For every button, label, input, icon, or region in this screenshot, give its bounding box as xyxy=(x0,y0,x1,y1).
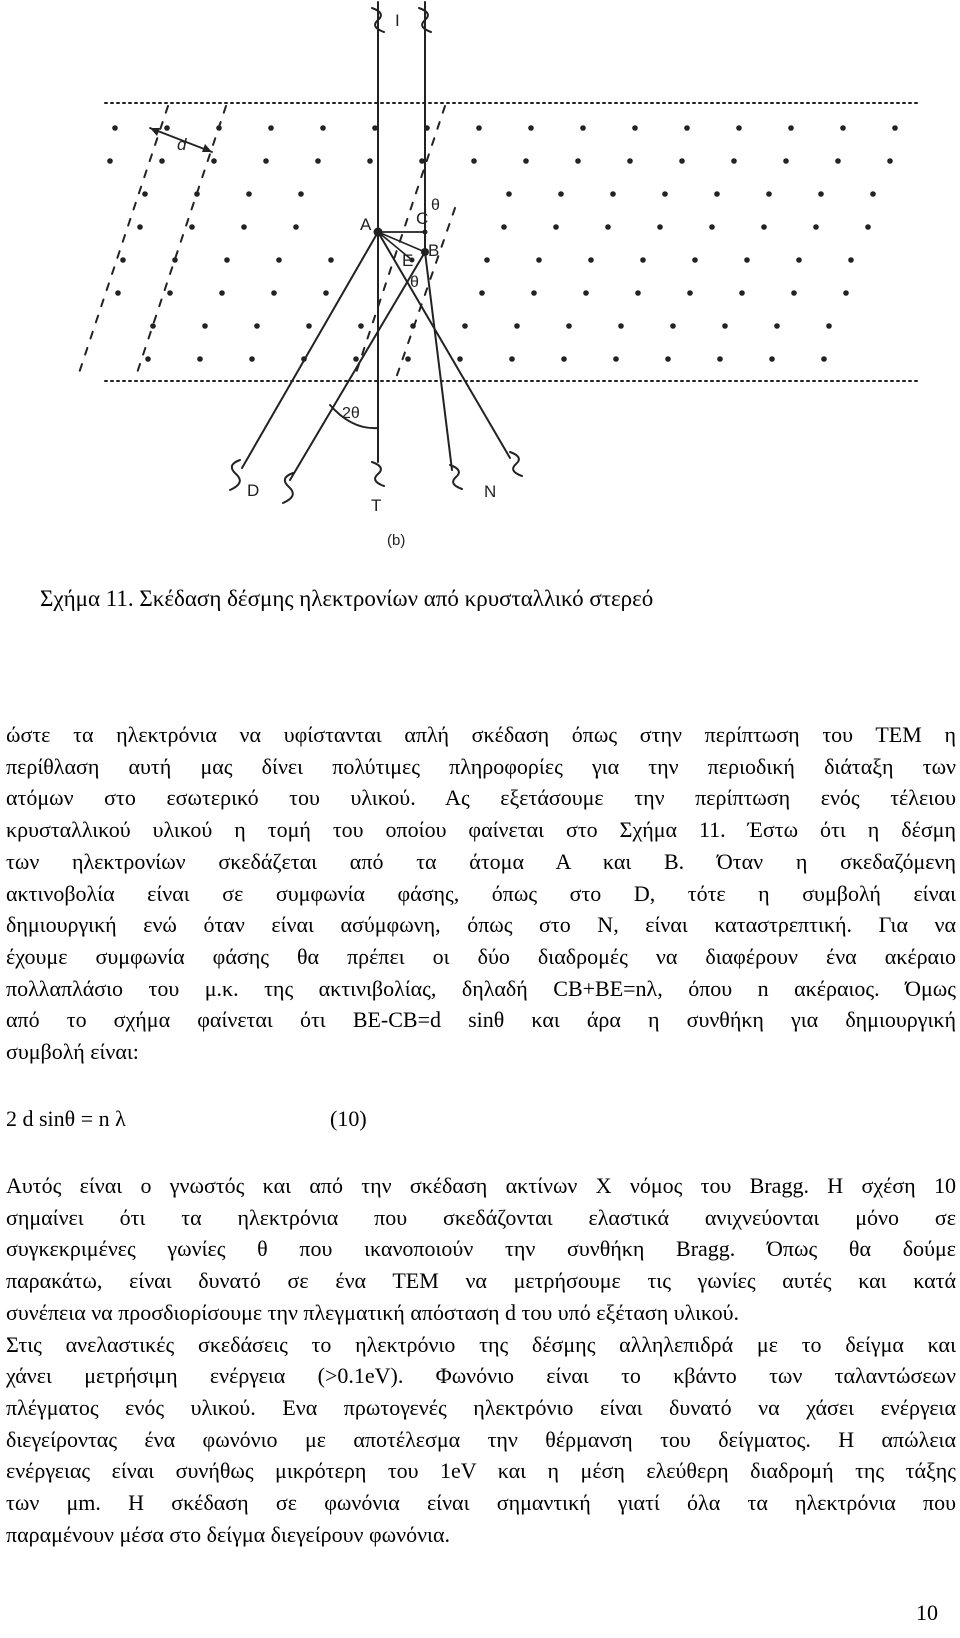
lattice-atom xyxy=(848,257,854,263)
lattice-atom xyxy=(509,356,515,362)
lattice-atom xyxy=(241,224,247,230)
lattice-atom xyxy=(372,125,378,131)
label-d-spacing: d xyxy=(177,135,187,154)
lattice-atom xyxy=(843,290,849,296)
break-mark xyxy=(372,8,384,32)
lattice-atom xyxy=(892,125,898,131)
lattice-atom xyxy=(687,290,693,296)
lattice-atom xyxy=(224,257,230,263)
lattice-atom xyxy=(254,323,260,329)
lattice-atom xyxy=(197,356,203,362)
label-two-theta: 2θ xyxy=(342,405,360,422)
lattice-atom xyxy=(670,323,676,329)
lattice-atom xyxy=(558,191,564,197)
lattice-atom xyxy=(159,158,165,164)
diffracted-beam-b xyxy=(290,252,425,480)
equation-number: (10) xyxy=(330,1106,367,1131)
break-mark xyxy=(510,452,522,476)
text-line: από το σχήμα φαίνεται ότι BE-CB=d sinθ και άρα η συνθήκη για δημιουργική xyxy=(6,1007,956,1033)
lattice-atom xyxy=(298,191,304,197)
lattice-atom xyxy=(840,125,846,131)
label-out-n: N xyxy=(484,482,497,501)
lattice-atom xyxy=(271,290,277,296)
lattice-atom xyxy=(471,158,477,164)
label-out-t: T xyxy=(371,496,382,515)
lattice-atom xyxy=(145,356,151,362)
lattice-atom xyxy=(766,191,772,197)
lattice-atom xyxy=(320,125,326,131)
text-line: χάνει μετρήσιμη ενέργεια (>0.1eV). Φωνόνιο είναι το κβάντο των ταλαντώσεων xyxy=(6,1363,956,1389)
lattice-atom xyxy=(249,356,255,362)
lattice-atom xyxy=(528,125,534,131)
text-line: δημιουργική ενώ όταν είναι ασύμφωνη, όπως στο Ν, είναι καταστρεπτική. Για να xyxy=(6,912,956,938)
lattice-atom xyxy=(566,323,572,329)
lattice-atom xyxy=(731,158,737,164)
lattice-atom xyxy=(769,356,775,362)
paragraph-1 xyxy=(6,719,956,1068)
lattice-atom xyxy=(665,356,671,362)
lattice-atom xyxy=(112,125,118,131)
lattice-atom xyxy=(301,356,307,362)
text-line: σημαίνει ότι τα ηλεκτρόνια που σκεδάζονται ελαστικά ανιχνεύονται μόνο σε xyxy=(6,1204,956,1230)
lattice-atom xyxy=(506,191,512,197)
lattice-atom xyxy=(293,224,299,230)
lattice-atom xyxy=(744,257,750,263)
label-out-d: D xyxy=(247,481,260,500)
lattice-atom xyxy=(358,323,364,329)
label-point-e: E xyxy=(402,251,414,270)
bragg-diagram-svg xyxy=(0,0,960,580)
lattice-atom xyxy=(761,224,767,230)
lattice-atom xyxy=(424,125,430,131)
lattice-atom xyxy=(211,158,217,164)
lattice-atom xyxy=(531,290,537,296)
lattice-atom xyxy=(172,257,178,263)
lattice-atom xyxy=(887,158,893,164)
lattice-atom xyxy=(588,257,594,263)
text-line: πολλαπλάσιο του μ.κ. της ακτινιβολίας, δηλαδή CB+BE=nλ, όπου n ακέραιος. Όμως xyxy=(6,975,956,1001)
lattice-atom xyxy=(501,224,507,230)
text-line: συμβολή είναι: xyxy=(6,1039,139,1065)
lattice-atom xyxy=(479,290,485,296)
lattice-atom xyxy=(714,191,720,197)
text-line: των ηλεκτρονίων σκεδάζεται από τα άτομα Α και Β. Όταν η σκεδαζόμενη xyxy=(6,848,956,874)
text-line: των μm. Η σκέδαση σε φωνόνια είναι σημαντική γιατί όλα τα ηλεκτρόνια που xyxy=(6,1490,956,1516)
lattice-atom xyxy=(353,356,359,362)
lattice-atom xyxy=(739,290,745,296)
text-line: κρυσταλλικού υλικού η τομή του οποίου φαίνεται στο Σχήμα 11. Έστω ότι η δέσμη xyxy=(6,817,956,843)
lattice-atom xyxy=(788,125,794,131)
label-atom-b: B xyxy=(428,241,440,260)
lattice-atom xyxy=(462,323,468,329)
lattice-atom xyxy=(419,158,425,164)
text-line: Αυτός είναι ο γνωστός και από την σκέδαση ακτίνων Χ νόμος του Bragg. Η σχέση 10 xyxy=(6,1173,956,1198)
bragg-equation: 2 d sinθ = n λ xyxy=(6,1106,126,1131)
paragraph-2 xyxy=(6,1170,956,1550)
lattice-atom xyxy=(717,356,723,362)
lattice-atom xyxy=(523,158,529,164)
lattice-atom xyxy=(613,356,619,362)
lattice-atom xyxy=(164,125,170,131)
lattice-atom xyxy=(476,125,482,131)
lattice-atom xyxy=(627,158,633,164)
lattice-atom xyxy=(796,257,802,263)
break-mark xyxy=(230,460,240,490)
lattice-atom xyxy=(306,323,312,329)
lattice-atom xyxy=(813,224,819,230)
lattice-atom xyxy=(120,257,126,263)
lattice-atom xyxy=(709,224,715,230)
text-line: ακτινοβολία είναι σε συμφωνία φάσης, όπως στο D, τότε η συμβολή είναι xyxy=(6,880,956,906)
lattice-atom xyxy=(870,191,876,197)
lattice-atom xyxy=(684,125,690,131)
text-line: συγκεκριμένες γωνίες θ που ικανοποιούν την συνθήκη Bragg. Όπως θα δούμε xyxy=(6,1236,956,1262)
lattice-atom xyxy=(553,224,559,230)
lattice-atom xyxy=(410,323,416,329)
d-arrowhead xyxy=(150,128,160,136)
lattice-atom xyxy=(736,125,742,131)
break-mark xyxy=(372,462,384,486)
label-panel: (b) xyxy=(387,532,406,549)
lattice-atom xyxy=(640,257,646,263)
lattice-atom xyxy=(722,323,728,329)
lattice-atom xyxy=(457,356,463,362)
lattice-atom xyxy=(662,191,668,197)
lattice-atom xyxy=(865,224,871,230)
lattice-atom xyxy=(405,356,411,362)
lattice-atom xyxy=(575,158,581,164)
lattice-atom xyxy=(610,191,616,197)
text-line: ατόμων στο εσωτερικό του υλικού. Ας εξετάσουμε την περίπτωση ενός τέλειου xyxy=(6,785,956,811)
text-line: ενέργειας είναι συνήθως μικρότερη του 1eV και η μέση ελεύθερη διαδρομή της τάξης xyxy=(6,1458,956,1484)
lattice-atom xyxy=(821,356,827,362)
lattice-atom xyxy=(367,158,373,164)
text-line: συνέπεια να προσδιορίσουμε την πλεγματική απόσταση d του υπό εξέταση υλικού. xyxy=(6,1299,739,1325)
transmitted-beam-b xyxy=(425,252,452,470)
lattice-atoms xyxy=(107,125,898,362)
lattice-atom xyxy=(791,290,797,296)
lattice-atom xyxy=(219,290,225,296)
label-atom-a: A xyxy=(360,215,372,234)
lattice-atom xyxy=(692,257,698,263)
lattice-atom xyxy=(632,125,638,131)
lattice-atom xyxy=(167,290,173,296)
text-line: παρακάτω, είναι δυνατό σε ένα ΤΕΜ να μετρήσουμε τις γωνίες αυτές και κατά xyxy=(6,1268,956,1294)
lattice-atom xyxy=(323,290,329,296)
lattice-plane-line xyxy=(78,106,168,376)
diffracted-beam-a xyxy=(242,232,378,468)
text-line: περίθλαση αυτή μας δίνει πολύτιμες πληροφορίες για την περιοδική διάταξη των xyxy=(6,753,956,779)
lattice-atom xyxy=(484,257,490,263)
lattice-atom xyxy=(561,356,567,362)
lattice-atom xyxy=(657,224,663,230)
figure-caption: Σχήμα 11. Σκέδαση δέσμης ηλεκτρονίων από κρυσταλλικό στερεό xyxy=(40,586,654,611)
lattice-atom xyxy=(774,323,780,329)
lattice-atom xyxy=(635,290,641,296)
lattice-atom xyxy=(276,257,282,263)
lattice-atom xyxy=(536,257,542,263)
lattice-atom xyxy=(246,191,252,197)
text-line: παραμένουν μέσα στο δείγμα διεγείρουν φωνόνια. xyxy=(6,1521,451,1547)
lattice-atom xyxy=(328,257,334,263)
lattice-atom xyxy=(580,125,586,131)
page-number: 10 xyxy=(916,1600,938,1625)
lattice-atom xyxy=(202,323,208,329)
lattice-atom xyxy=(150,323,156,329)
text-line: ώστε τα ηλεκτρόνια να υφίστανται απλή σκέδαση όπως στην περίπτωση του ΤΕΜ η xyxy=(6,722,956,747)
lattice-atom xyxy=(315,158,321,164)
text-line: έχουμε συμφωνία φάσης θα πρέπει οι δύο διαδρομές να διαφέρουν ένα ακέραιο xyxy=(6,943,956,969)
text-line: Στις ανελαστικές σκεδάσεις το ηλεκτρόνιο της δέσμης αλληλεπιδρά με το δείγμα και xyxy=(6,1331,956,1357)
lattice-atom xyxy=(679,158,685,164)
atom-a-dot xyxy=(374,228,383,237)
label-point-c: C xyxy=(416,209,429,228)
figure-bragg-diagram xyxy=(0,0,960,580)
lattice-atom xyxy=(835,158,841,164)
lattice-atom xyxy=(194,191,200,197)
lattice-atom xyxy=(818,191,824,197)
lattice-atom xyxy=(268,125,274,131)
lattice-atom xyxy=(583,290,589,296)
lattice-atom xyxy=(263,158,269,164)
lattice-atom xyxy=(115,290,121,296)
lattice-atom xyxy=(216,125,222,131)
lattice-atom xyxy=(605,224,611,230)
break-mark xyxy=(419,8,431,32)
scattered-beam-n xyxy=(378,232,510,458)
lattice-atom xyxy=(783,158,789,164)
text-line: διεγείροντας ένα φωνόνιο με αποτέλεσμα την θέρμανση του δείγματος. Η απώλεια xyxy=(6,1426,956,1452)
text-line: πλέγματος ενός υλικού. Ενα πρωτογενές ηλεκτρόνιο είναι δυνατό να χάσει ενέργεια xyxy=(6,1394,956,1420)
label-theta-mid: θ xyxy=(410,274,419,291)
label-theta-top: θ xyxy=(431,197,440,214)
point-c-dot xyxy=(423,230,428,235)
lattice-atom xyxy=(514,323,520,329)
d-arrowhead xyxy=(202,144,212,152)
lattice-atom xyxy=(107,158,113,164)
lattice-atom xyxy=(826,323,832,329)
lattice-atom xyxy=(618,323,624,329)
lattice-atom xyxy=(189,224,195,230)
lattice-atom xyxy=(137,224,143,230)
lattice-atom xyxy=(142,191,148,197)
label-beam-in: I xyxy=(395,11,400,30)
